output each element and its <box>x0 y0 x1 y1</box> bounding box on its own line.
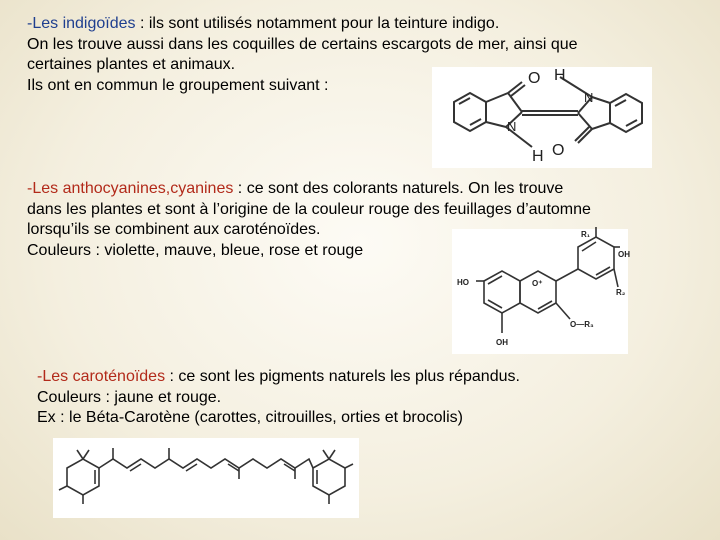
carotenoides-line-1: -Les caroténoïdes : ce sont les pigments naturels les plus répandus. <box>37 368 520 385</box>
anthocyanin-structure-figure <box>452 229 628 354</box>
anthocyanin-oh-bottom-label: OH <box>496 338 508 347</box>
anthocyanines-line-1: -Les anthocyanines,cyanines : ce sont des colorants naturels. On les trouve <box>27 180 564 197</box>
indigo-o-top-label: O <box>528 70 541 87</box>
anthocyanin-o-r3-label: O—R₃ <box>570 320 594 329</box>
indigoides-line-3: certaines plantes et animaux. <box>27 56 236 73</box>
anthocyanin-ho-left-label: HO <box>457 278 469 287</box>
anthocyanines-line-4: Couleurs : violette, mauve, bleue, rose et rouge <box>27 241 364 259</box>
indigo-n-right-label: N <box>584 90 594 105</box>
carotenoides-section <box>37 367 697 429</box>
indigo-n-left-label: N <box>507 119 517 134</box>
anthocyanines-term: -Les anthocyanines,cyanines <box>27 180 234 197</box>
carotenoides-line-3: Ex : le Béta-Carotène (carottes, citrouilles, orties et brocolis) <box>37 409 463 426</box>
indigoides-term: -Les indigoïdes <box>27 15 136 32</box>
indigo-h-bottom-label: H <box>532 148 544 165</box>
indigoides-line-1: -Les indigoïdes : ils sont utilisés notamment pour la teinture indigo. <box>27 15 500 32</box>
indigoides-line-2: On les trouve aussi dans les coquilles de certains escargots de mer, ainsi que <box>27 35 578 53</box>
anthocyanin-r1-label: R₁ <box>581 230 591 239</box>
anthocyanin-r2-label: R₂ <box>616 288 626 297</box>
anthocyanines-line-3: lorsqu’ils se combinent aux caroténoïdes. <box>27 221 321 238</box>
anthocyanines-line-2: dans les plantes et sont à l’origine de la couleur rouge des feuillages d’automne <box>27 200 591 218</box>
carotenoides-line-2: Couleurs : jaune et rouge. <box>37 388 222 406</box>
carotenoides-term: -Les caroténoïdes <box>37 368 166 385</box>
anthocyanin-o-plus-label: O⁺ <box>532 279 543 288</box>
indigo-o-bottom-label: O <box>552 142 565 159</box>
indigo-structure-figure <box>432 67 652 168</box>
anthocyanin-oh-right-label: OH <box>618 250 630 259</box>
indigoides-line-4: Ils ont en commun le groupement suivant : <box>27 76 329 94</box>
indigo-h-top-label: H <box>554 67 566 84</box>
beta-carotene-structure-figure <box>53 438 359 518</box>
